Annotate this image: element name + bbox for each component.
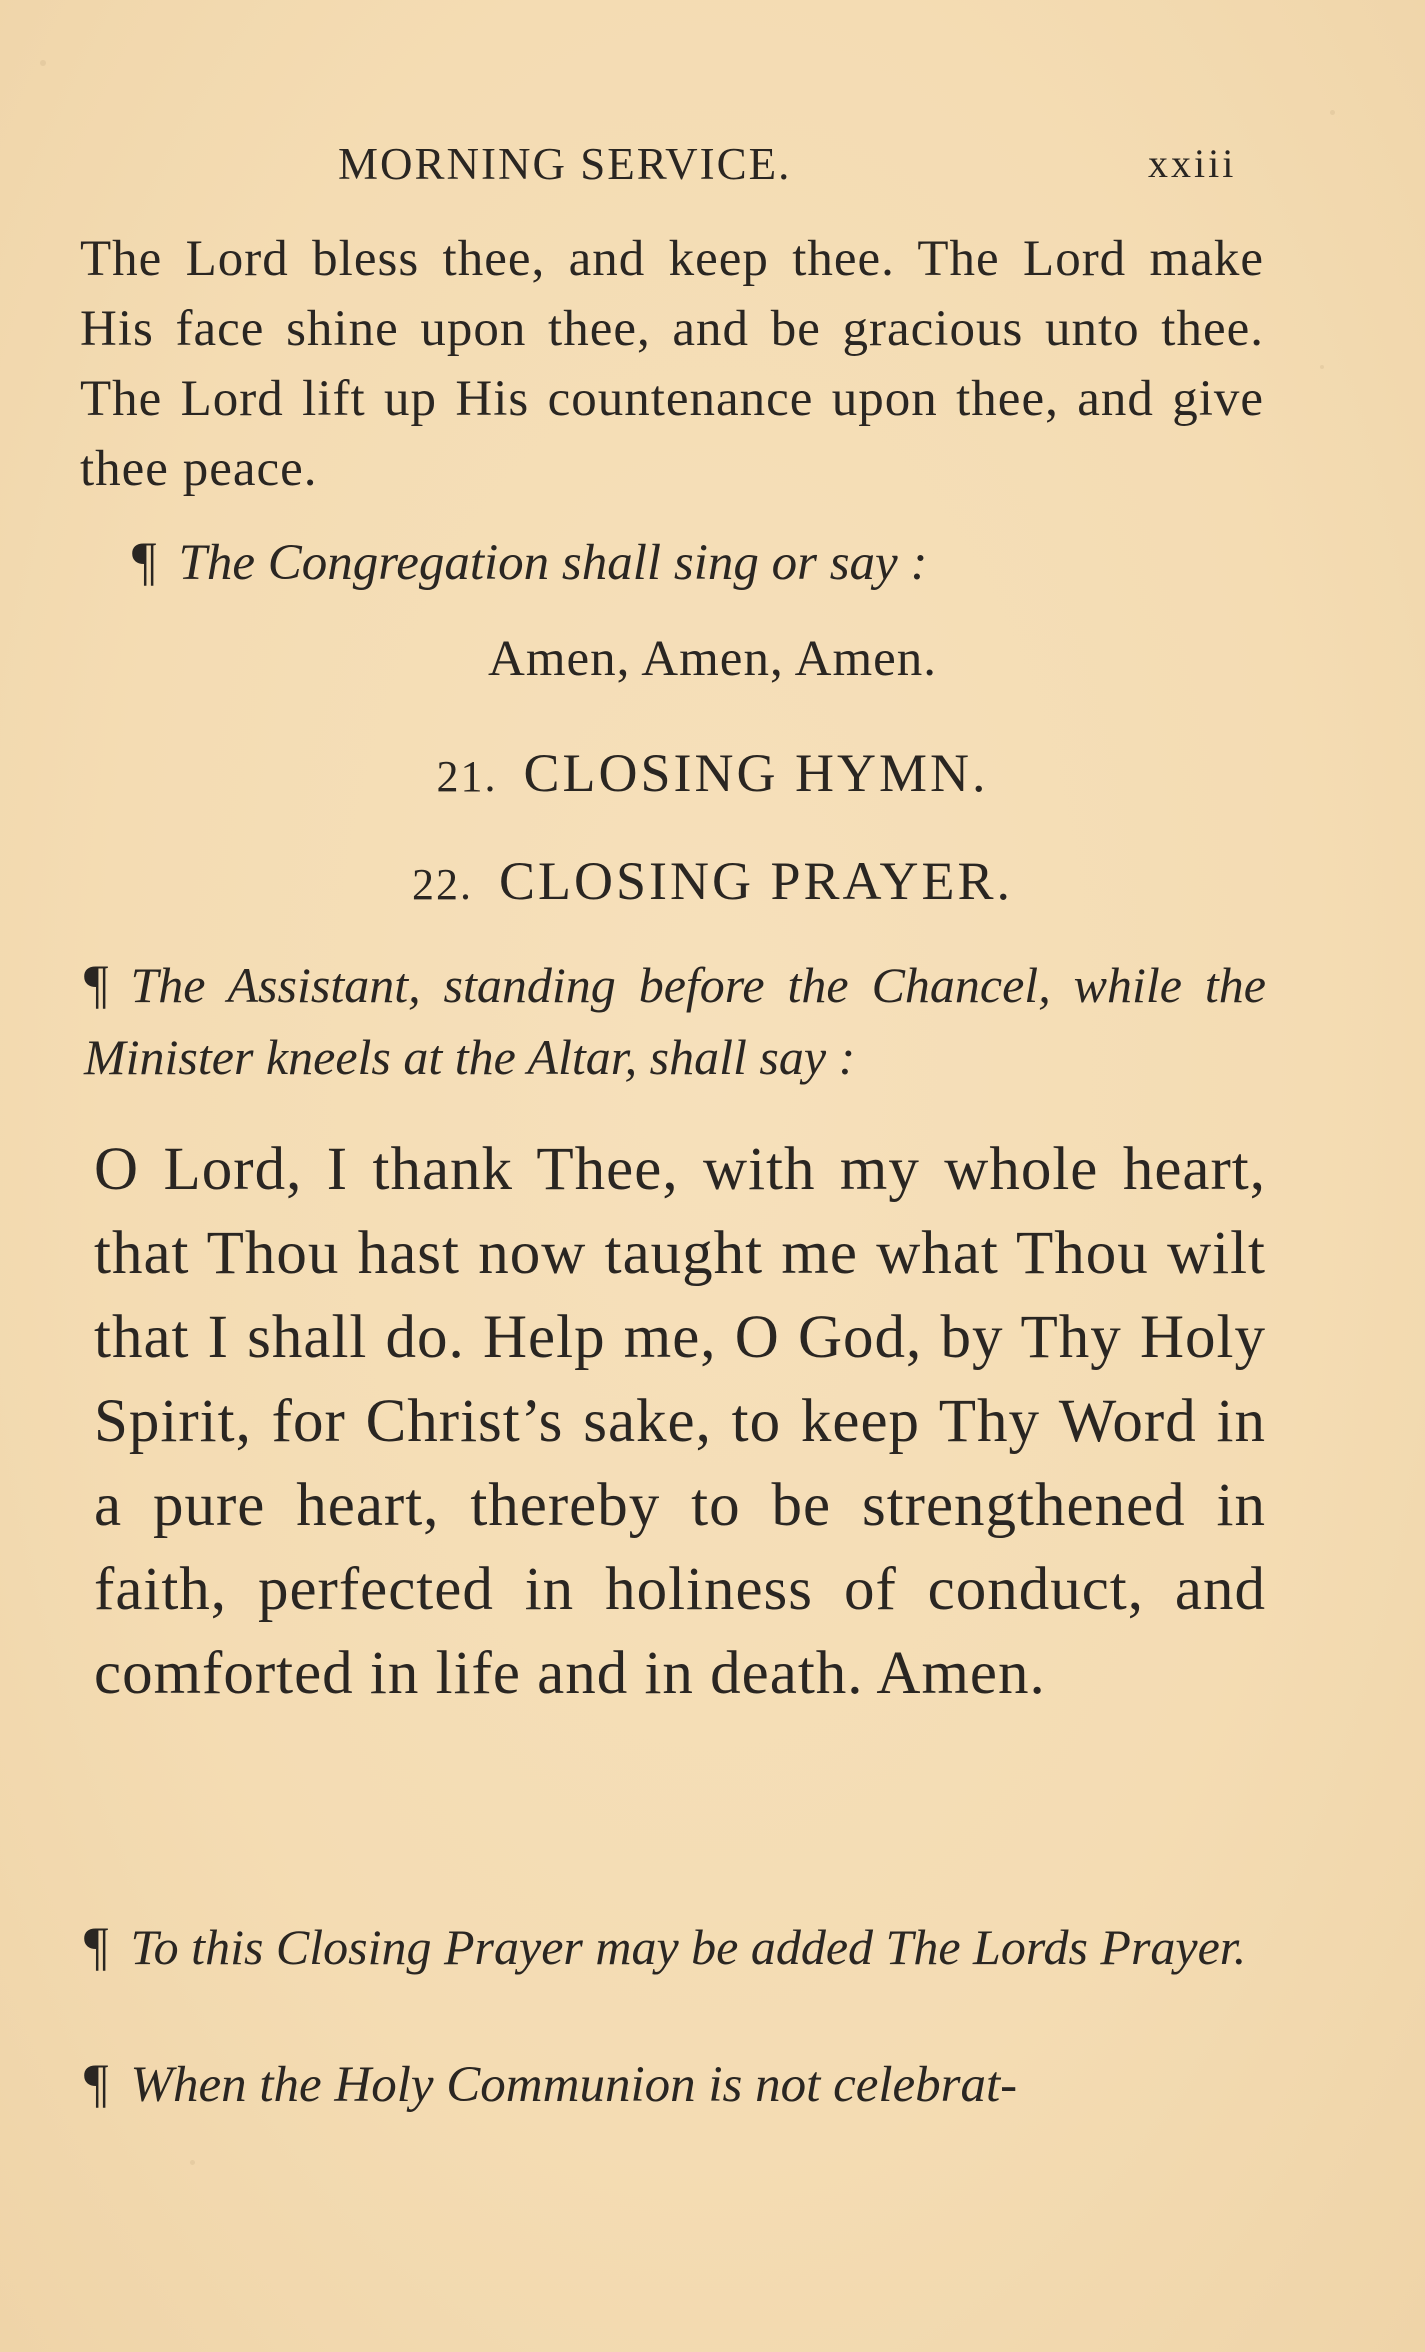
paper-speck: [1330, 110, 1335, 115]
pilcrow-icon: ¶: [84, 954, 109, 1014]
lords-prayer-rubric: [28, 1910, 1266, 1983]
paper-speck: [40, 60, 46, 66]
blessing-paragraph: [26, 224, 1264, 504]
page-header: [0, 138, 1425, 198]
assistant-rubric: [28, 948, 1266, 1093]
congregation-rubric-text: The Congregation shall sing or say :: [178, 535, 928, 591]
closing-prayer-text-block: [28, 1128, 1266, 1716]
pilcrow-icon: ¶: [84, 2053, 109, 2113]
pilcrow-icon: ¶: [84, 1916, 109, 1976]
congregation-rubric: [132, 530, 927, 592]
closing-prayer-text: O Lord, I thank Thee, with my whole heart, that Thou hast now taught me what Thou wilt that I shall do. Help me, O God, by Thy Holy Spirit, for Christ’s sake, to keep Thy Word in a pure heart, thereby to be strengthened in faith, perfected in holiness of conduct, and comforted in life and in death. Amen.: [94, 1136, 1266, 1707]
closing-prayer-number: 22.: [411, 860, 473, 909]
paper-speck: [1320, 365, 1324, 369]
assistant-rubric-text: The Assistant, standing before the Chancel, while the Minister kneels at the Altar, shall say :: [84, 957, 1266, 1085]
closing-hymn-title: CLOSING HYMN.: [523, 743, 989, 803]
closing-hymn-heading: [0, 742, 1425, 804]
lords-prayer-rubric-text: To this Closing Prayer may be added The Lords Prayer.: [130, 1919, 1247, 1975]
page-number: xxiii: [1148, 141, 1237, 186]
blessing-text: The Lord bless thee, and keep thee. The Lord make His face shine upon thee, and be gracious unto thee. The Lord lift up His countenance upon thee, and give thee peace.: [80, 231, 1264, 497]
communion-rubric-text: When the Holy Communion is not celebrat-: [130, 2057, 1018, 2113]
closing-hymn-number: 21.: [436, 752, 498, 801]
paper-speck: [190, 2160, 195, 2165]
communion-rubric: [84, 2052, 1017, 2114]
pilcrow-icon: ¶: [132, 531, 157, 591]
amen-response: Amen, Amen, Amen.: [487, 631, 938, 687]
closing-prayer-title: CLOSING PRAYER.: [498, 851, 1014, 911]
closing-prayer-heading: [0, 850, 1425, 912]
running-title: MORNING SERVICE.: [338, 139, 792, 189]
